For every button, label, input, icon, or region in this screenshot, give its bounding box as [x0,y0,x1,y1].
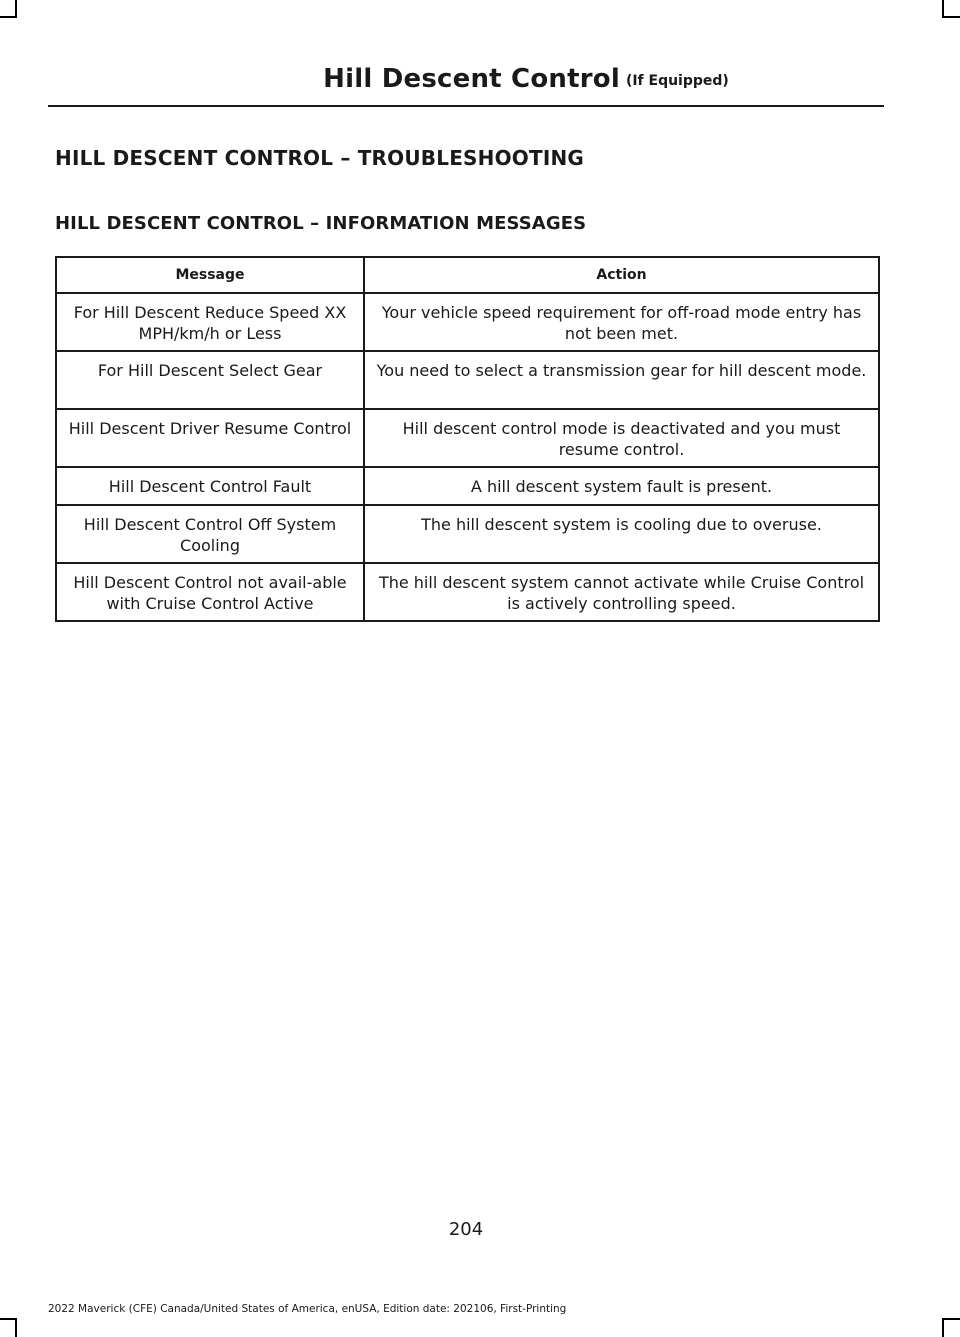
table-row [56,467,879,505]
header-title: Hill Descent Control [323,64,620,94]
message-cell: Hill Descent Driver Resume Control [56,409,364,467]
page-header [48,58,884,94]
message-cell: Hill Descent Control Fault [56,467,364,505]
table-header-row [56,257,879,293]
table-row [56,409,879,467]
section-heading: HILL DESCENT CONTROL – TROUBLESHOOTING [55,146,585,170]
action-cell: A hill descent system fault is present. [364,467,879,505]
crop-mark [0,1318,16,1320]
crop-mark [944,16,960,18]
crop-mark [0,16,16,18]
crop-mark [944,1318,960,1320]
edition-footer: 2022 Maverick (CFE) Canada/United States of America, enUSA, Edition date: 202106, First-Printing [48,1303,567,1315]
page-number: 204 [448,1219,484,1240]
message-cell: Hill Descent Control Off System Cooling [56,505,364,563]
action-cell: Your vehicle speed requirement for off-road mode entry has not been met. [364,293,879,351]
information-messages-table [55,256,880,622]
action-cell: The hill descent system cannot activate while Cruise Control is actively controlling speed. [364,563,879,621]
table-row [56,563,879,621]
action-cell: You need to select a transmission gear for hill descent mode. [364,351,879,409]
subsection-heading: HILL DESCENT CONTROL – INFORMATION MESSAGES [55,213,587,234]
crop-mark [15,1318,17,1337]
action-cell: The hill descent system is cooling due to overuse. [364,505,879,563]
table-row [56,293,879,351]
message-cell: For Hill Descent Reduce Speed XX MPH/km/h or Less [56,293,364,351]
crop-mark [942,1318,944,1337]
table-row [56,351,879,409]
header-divider [48,105,884,107]
column-header-message: Message [56,257,364,293]
message-cell: Hill Descent Control not avail-able with Cruise Control Active [56,563,364,621]
table-row [56,505,879,563]
action-cell: Hill descent control mode is deactivated and you must resume control. [364,409,879,467]
header-subtitle: (If Equipped) [625,73,729,89]
column-header-action: Action [364,257,879,293]
message-cell: For Hill Descent Select Gear [56,351,364,409]
